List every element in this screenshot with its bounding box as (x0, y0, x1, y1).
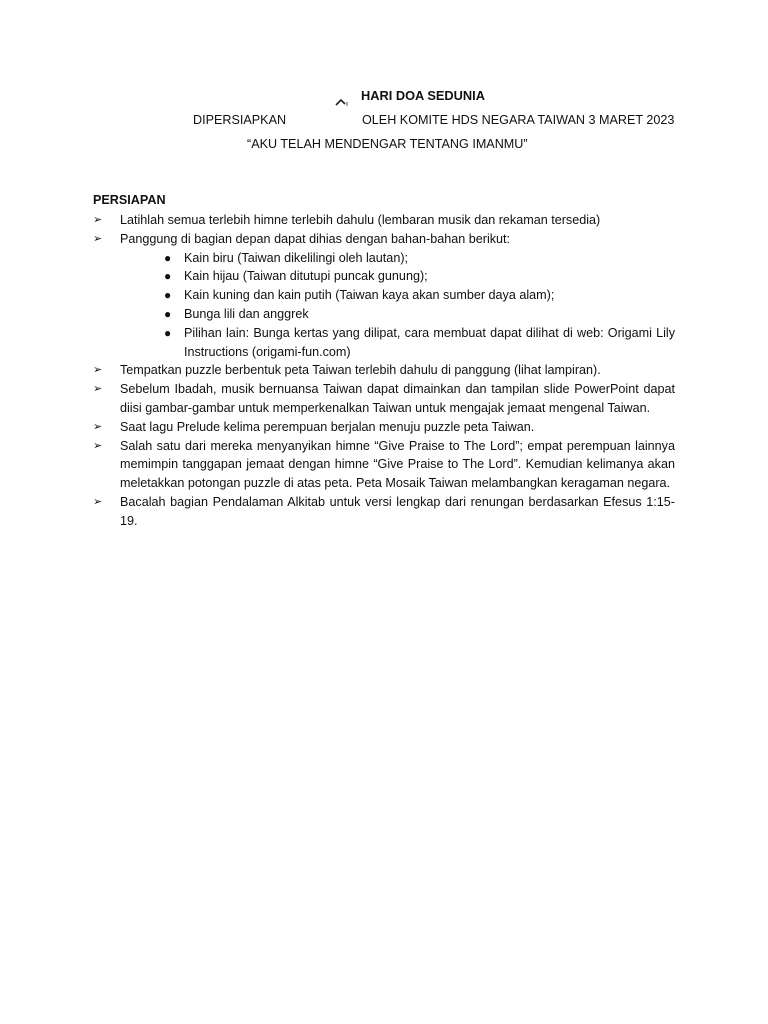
dot-bullet-icon: ● (164, 269, 172, 284)
list-item-text: Bacalah bagian Pendalaman Alkitab untuk versi lengkap dari renungan berdasarkan Efesus 1:15-19. (120, 494, 675, 528)
dot-bullet-icon: ● (164, 325, 172, 340)
decoration-text: Bunga lili dan anggrek (184, 306, 309, 321)
list-item-text: Saat lagu Prelude kelima perempuan berjalan menuju puzzle peta Taiwan. (120, 419, 535, 434)
decoration-item (93, 286, 675, 305)
list-item-text: Panggung di bagian depan dapat dihias dengan bahan-bahan berikut: (120, 231, 511, 246)
list-item (93, 380, 675, 418)
arrow-bullet-icon: ➢ (93, 364, 103, 377)
decoration-item (93, 249, 675, 268)
decoration-item (93, 324, 675, 362)
theme-quote: “AKU TELAH MENDENGAR TENTANG IMANMU” (247, 137, 528, 151)
dot-bullet-icon: ● (164, 306, 172, 321)
decoration-text: Pilihan lain: Bunga kertas yang dilipat, cara membuat dapat dilihat di web: Origami Lily Instructions (origami-fun.com) (184, 325, 675, 359)
logo-icon (334, 96, 352, 108)
section-heading: PERSIAPAN (93, 193, 166, 207)
decoration-item (93, 305, 675, 324)
list-item (93, 230, 675, 249)
dot-bullet-icon: ● (164, 288, 172, 303)
list-item (93, 493, 675, 531)
list-item (93, 418, 675, 437)
arrow-bullet-icon: ➢ (93, 232, 103, 245)
arrow-bullet-icon: ➢ (93, 420, 103, 433)
list-item (93, 361, 675, 380)
prepared-by-text: OLEH KOMITE HDS NEGARA TAIWAN 3 MARET 2023 (362, 113, 675, 127)
dot-bullet-icon: ● (164, 250, 172, 265)
document-title: HARI DOA SEDUNIA (361, 88, 485, 103)
preparation-list (93, 211, 675, 531)
list-item-text: Sebelum Ibadah, musik bernuansa Taiwan dapat dimainkan dan tampilan slide PowerPoint dapat diisi gambar-gambar untuk memperkenalkan Taiwan untuk mengajak jemaat mengenal Taiwan. (120, 382, 675, 415)
decoration-text: Kain hijau (Taiwan ditutupi puncak gunung); (184, 269, 428, 284)
decoration-item (93, 267, 675, 286)
list-item (93, 437, 675, 493)
decoration-list (93, 249, 675, 362)
list-item (93, 211, 675, 230)
decoration-text: Kain kuning dan kain putih (Taiwan kaya akan sumber daya alam); (184, 288, 555, 303)
arrow-bullet-icon: ➢ (93, 383, 103, 396)
arrow-bullet-icon: ➢ (93, 495, 103, 508)
prepared-label: DIPERSIAPKAN (193, 113, 287, 127)
list-item-text: Latihlah semua terlebih himne terlebih dahulu (lembaran musik dan rekaman tersedia) (120, 213, 601, 227)
list-item-text: Salah satu dari mereka menyanyikan himne “Give Praise to The Lord”; empat perempuan lainnya memimpin tanggapan jemaat dengan himne “Give Praise to The Lord”. Kemudian kelimanya akan meletakkan potongan puzzle di atas peta. Peta Mosaik Taiwan melambangkan keragaman negara. (120, 438, 675, 491)
arrow-bullet-icon: ➢ (93, 439, 103, 452)
decoration-text: Kain biru (Taiwan dikelilingi oleh lautan); (184, 250, 409, 265)
arrow-bullet-icon: ➢ (93, 214, 103, 226)
list-item-text: Tempatkan puzzle berbentuk peta Taiwan terlebih dahulu di panggung (lihat lampiran). (120, 363, 601, 378)
